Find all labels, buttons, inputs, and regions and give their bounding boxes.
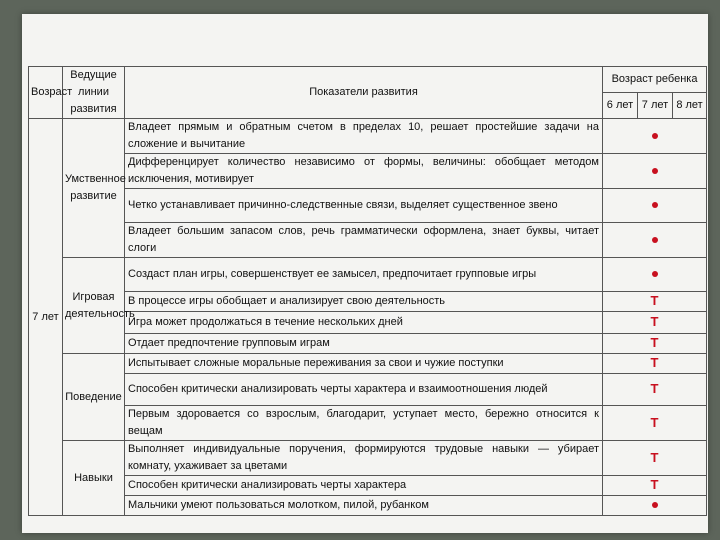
document-page <box>22 14 708 533</box>
dot-mark-icon <box>652 237 658 243</box>
table-row <box>29 354 707 374</box>
dot-mark-icon <box>652 202 658 208</box>
age-6-header: 6 лет <box>603 93 638 119</box>
age-mark-cell <box>603 258 707 292</box>
table-row <box>29 496 707 516</box>
category-play: Игровая деятельность <box>63 258 125 354</box>
indicator-text: Владеет прямым и обратным счетом в пределах 10, решает простейшие задачи на сложение и вычитание <box>125 119 603 154</box>
indicator-text: Создаст план игры, совершенствует ее замысел, предпочитает групповые игры <box>125 258 603 292</box>
indicator-text: Первым здоровается со взрослым, благодарит, уступает место, бережно относится к вещам <box>125 406 603 441</box>
age-mark-cell <box>603 154 707 189</box>
dot-mark-icon <box>652 133 658 139</box>
table-row <box>29 374 707 406</box>
indicator-text: Отдает предпочтение групповым играм <box>125 334 603 354</box>
age-mark-cell <box>603 441 707 476</box>
indicators-column-header: Показатели развития <box>125 67 603 119</box>
tee-mark: Т <box>650 335 659 350</box>
age-7-header: 7 лет <box>638 93 673 119</box>
tee-mark: Т <box>650 314 659 329</box>
indicator-text: Дифференцирует количество независимо от формы, величины: обобщает методом исключения, мотивирует <box>125 154 603 189</box>
category-skills: Навыки <box>63 441 125 516</box>
table-row <box>29 441 707 476</box>
tee-mark: Т <box>650 355 659 370</box>
indicator-text: Игра может продолжаться в течение нескольких дней <box>125 312 603 334</box>
indicator-text: Способен критически анализировать черты характера и взаимоотношения людей <box>125 374 603 406</box>
indicator-text: Владеет большим запасом слов, речь грамматически оформлена, знает буквы, читает слоги <box>125 223 603 258</box>
age-mark-cell <box>603 119 707 154</box>
age-mark-cell <box>603 312 707 334</box>
dot-mark-icon <box>652 168 658 174</box>
tee-mark: Т <box>650 449 659 465</box>
age-mark-cell <box>603 476 707 496</box>
age-mark-cell <box>603 354 707 374</box>
dot-mark-icon <box>652 502 658 508</box>
table-row <box>29 406 707 441</box>
tee-mark: Т <box>650 414 659 430</box>
age-value-cell: 7 лет <box>29 119 63 516</box>
age-mark-cell <box>603 374 707 406</box>
age-mark-cell <box>603 223 707 258</box>
indicator-text: Четко устанавливает причинно-следственные связи, выделяет существенное звено <box>125 189 603 223</box>
tee-mark: Т <box>650 381 659 396</box>
indicator-text: Выполняет индивидуальные поручения, формируются трудовые навыки — убирает комнату, ухаживает за цветами <box>125 441 603 476</box>
dot-mark-icon <box>652 271 658 277</box>
indicator-text: Мальчики умеют пользоваться молотком, пилой, рубанком <box>125 496 603 516</box>
development-table <box>28 66 707 516</box>
indicator-text: Способен критически анализировать черты характера <box>125 476 603 496</box>
age-column-header: Возраст <box>29 67 63 119</box>
table-row <box>29 223 707 258</box>
table-row <box>29 189 707 223</box>
indicator-text: Испытывает сложные моральные переживания за свои и чужие поступки <box>125 354 603 374</box>
age-8-header: 8 лет <box>673 93 707 119</box>
tee-mark: Т <box>650 293 659 308</box>
table-row <box>29 334 707 354</box>
table-row <box>29 476 707 496</box>
table-row <box>29 312 707 334</box>
table-row <box>29 154 707 189</box>
tee-mark: Т <box>650 477 659 492</box>
age-mark-cell <box>603 292 707 312</box>
lines-column-header: Ведущие линии развития <box>63 67 125 119</box>
child-age-header: Возраст ребенка <box>603 67 707 93</box>
header-row <box>29 67 707 93</box>
age-mark-cell <box>603 496 707 516</box>
category-mental: Умственное развитие <box>63 119 125 258</box>
age-mark-cell <box>603 189 707 223</box>
table-row <box>29 119 707 154</box>
indicator-text: В процессе игры обобщает и анализирует свою деятельность <box>125 292 603 312</box>
age-mark-cell <box>603 406 707 441</box>
age-mark-cell <box>603 334 707 354</box>
table-row <box>29 292 707 312</box>
category-behavior: Поведение <box>63 354 125 441</box>
table-row <box>29 258 707 292</box>
